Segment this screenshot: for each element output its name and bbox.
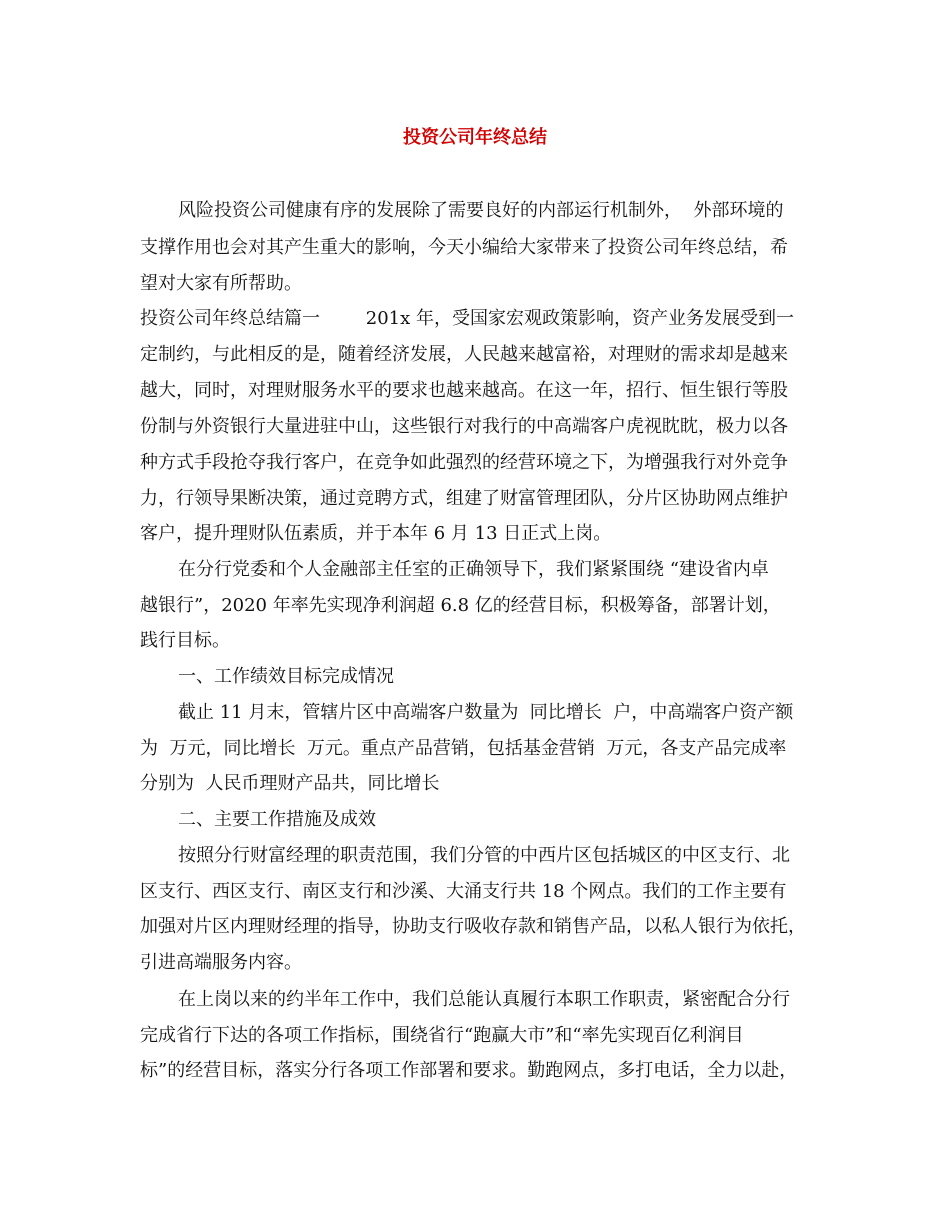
body-line: 投资公司年终总结篇一 201x 年，受国家宏观政策影响，资产业务发展受到一: [140, 308, 794, 329]
body-line: 越银行”，2020 年率先实现净利润超 6.8 亿的经营目标，积极筹备，部署计划，: [140, 595, 781, 616]
body-line: 风险投资公司健康有序的发展除了需要良好的内部运行机制外， 外部环境的: [178, 200, 784, 221]
body-line: 加强对片区内理财经理的指导，协助支行吸收存款和销售产品，以私人银行为依托，: [140, 916, 806, 937]
body-line: 截止 11 月末，管辖片区中高端客户数量为 同比增长 户，中高端客户资产额: [178, 702, 794, 723]
body-line: 种方式手段抢夺我行客户，在竞争如此强烈的经营环境之下，为增强我行对外竞争: [140, 452, 788, 473]
body-line: 为 万元，同比增长 万元。重点产品营销，包括基金营销 万元，各支产品完成率: [140, 738, 787, 759]
body-line: 在上岗以来的约半年工作中，我们总能认真履行本职工作职责，紧密配合分行: [178, 989, 790, 1010]
body-line: 定制约，与此相反的是，随着经济发展，人民越来越富裕，对理财的需求却是越来: [140, 344, 788, 365]
body-line: 按照分行财富经理的职责范围，我们分管的中西片区包括城区的中区支行、北: [178, 845, 790, 866]
body-line: 越大，同时，对理财服务水平的要求也越来越高。在这一年，招行、恒生银行等股: [140, 380, 788, 401]
body-line: 践行目标。: [140, 630, 230, 651]
body-line: 望对大家有所帮助。: [140, 273, 302, 294]
section-heading: 二、主要工作措施及成效: [178, 809, 376, 830]
body-line: 分别为 人民币理财产品共，同比增长: [140, 773, 440, 794]
body-line: 在分行党委和个人金融部主任室的正确领导下，我们紧紧围绕 “建设省内卓: [178, 559, 769, 580]
section-heading: 一、工作绩效目标完成情况: [178, 666, 394, 687]
body-line: 力，行领导果断决策，通过竞聘方式，组建了财富管理团队，分片区协助网点维护: [140, 488, 788, 509]
body-line: 客户，提升理财队伍素质，并于本年 6 月 13 日正式上岗。: [140, 523, 612, 544]
body-line: 支撑作用也会对其产生重大的影响，今天小编给大家带来了投资公司年终总结，希: [140, 237, 788, 258]
body-line: 引进高端服务内容。: [140, 952, 302, 973]
document-title: 投资公司年终总结: [403, 127, 547, 148]
body-line: 份制与外资银行大量进驻中山，这些银行对我行的中高端客户虎视眈眈，极力以各: [140, 416, 788, 437]
body-line: 完成省行下达的各项工作指标，围绕省行“跑赢大市”和“率先实现百亿利润目: [140, 1025, 744, 1046]
body-line: 标”的经营目标，落实分行各项工作部署和要求。勤跑网点，多打电话，全力以赴，: [140, 1060, 798, 1081]
body-line: 区支行、西区支行、南区支行和沙溪、大涌支行共 18 个网点。我们的工作主要有: [140, 881, 787, 902]
